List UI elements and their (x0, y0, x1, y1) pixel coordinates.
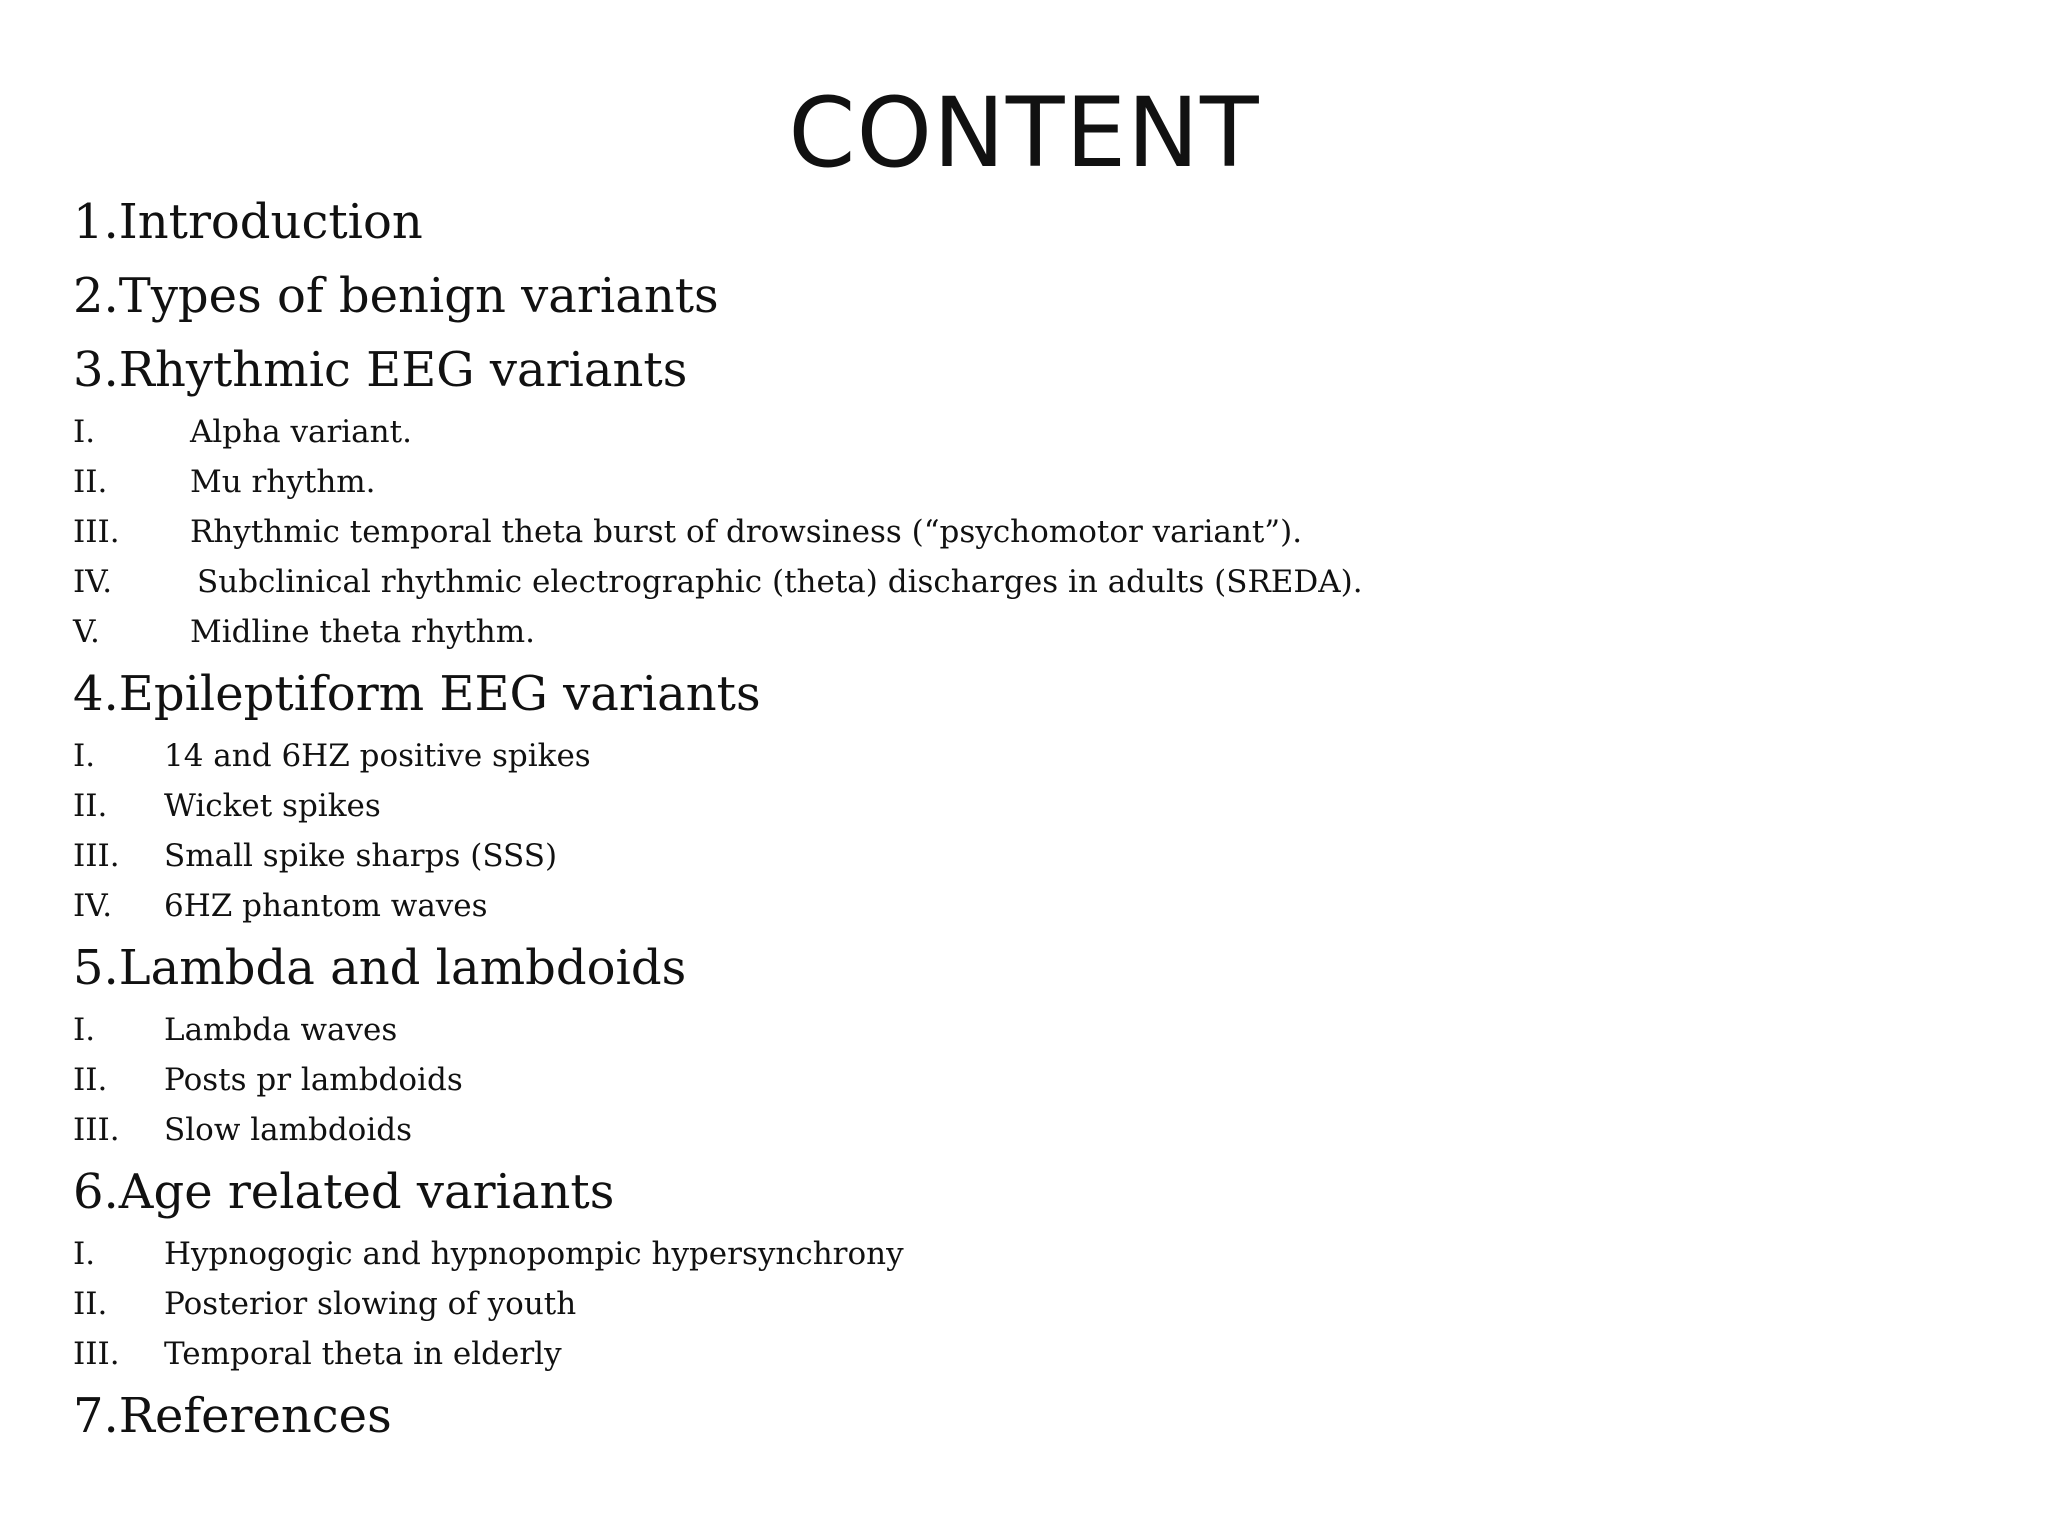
item-number: II. (73, 1062, 108, 1098)
slide-title: CONTENT (788, 77, 1260, 189)
item-text: Small spike sharps (SSS) (164, 838, 558, 874)
list-item (73, 607, 1973, 657)
item-number: I. (73, 738, 96, 774)
item-text: Rhythmic temporal theta burst of drowsiness (“psychomotor variant”). (190, 514, 1303, 550)
item-number: I. (73, 414, 96, 450)
list-item (73, 731, 1973, 781)
list-item (73, 1105, 1973, 1155)
item-text: Lambda waves (164, 1012, 398, 1048)
section-rhythmic-eeg-variants: 3.Rhythmic EEG variants (73, 342, 688, 398)
item-text: Temporal theta in elderly (164, 1336, 562, 1372)
list-item (73, 1005, 1973, 1055)
list-item (73, 831, 1973, 881)
item-number: III. (73, 838, 120, 874)
section-epileptiform-eeg-variants: 4.Epileptiform EEG variants (73, 666, 761, 722)
list-item (73, 1055, 1973, 1105)
list-item (73, 881, 1973, 931)
list-item (73, 407, 1973, 457)
item-text: 6HZ phantom waves (164, 888, 488, 924)
list-item (73, 507, 1973, 557)
item-text: Subclinical rhythmic electrographic (theta) discharges in adults (SREDA). (197, 564, 1363, 600)
item-number: II. (73, 464, 108, 500)
item-text: Mu rhythm. (190, 464, 376, 500)
section-types-of-benign-variants: 2.Types of benign variants (73, 268, 719, 324)
item-number: V. (73, 614, 100, 650)
item-number: II. (73, 1286, 108, 1322)
item-text: Slow lambdoids (164, 1112, 413, 1148)
item-text: Midline theta rhythm. (190, 614, 536, 650)
item-text: Alpha variant. (190, 414, 412, 450)
item-number: III. (73, 514, 120, 550)
list-item (73, 557, 1973, 607)
item-text: Posterior slowing of youth (164, 1286, 577, 1322)
section-lambda-and-lambdoids: 5.Lambda and lambdoids (73, 940, 687, 996)
list-item (73, 457, 1973, 507)
table-of-contents (73, 185, 1973, 1453)
item-text: Wicket spikes (164, 788, 381, 824)
section-age-related-variants: 6.Age related variants (73, 1164, 615, 1220)
item-number: III. (73, 1336, 120, 1372)
item-number: IV. (73, 564, 113, 600)
item-number: II. (73, 788, 108, 824)
list-item (73, 1279, 1973, 1329)
section-introduction: 1.Introduction (73, 194, 423, 250)
section-references: 7.References (73, 1388, 392, 1444)
item-number: III. (73, 1112, 120, 1148)
item-text: Hypnogogic and hypnopompic hypersynchrony (164, 1236, 904, 1272)
item-text: Posts pr lambdoids (164, 1062, 463, 1098)
item-text: 14 and 6HZ positive spikes (164, 738, 591, 774)
list-item (73, 1229, 1973, 1279)
list-item (73, 1329, 1973, 1379)
list-item (73, 781, 1973, 831)
item-number: I. (73, 1236, 96, 1272)
item-number: IV. (73, 888, 113, 924)
item-number: I. (73, 1012, 96, 1048)
